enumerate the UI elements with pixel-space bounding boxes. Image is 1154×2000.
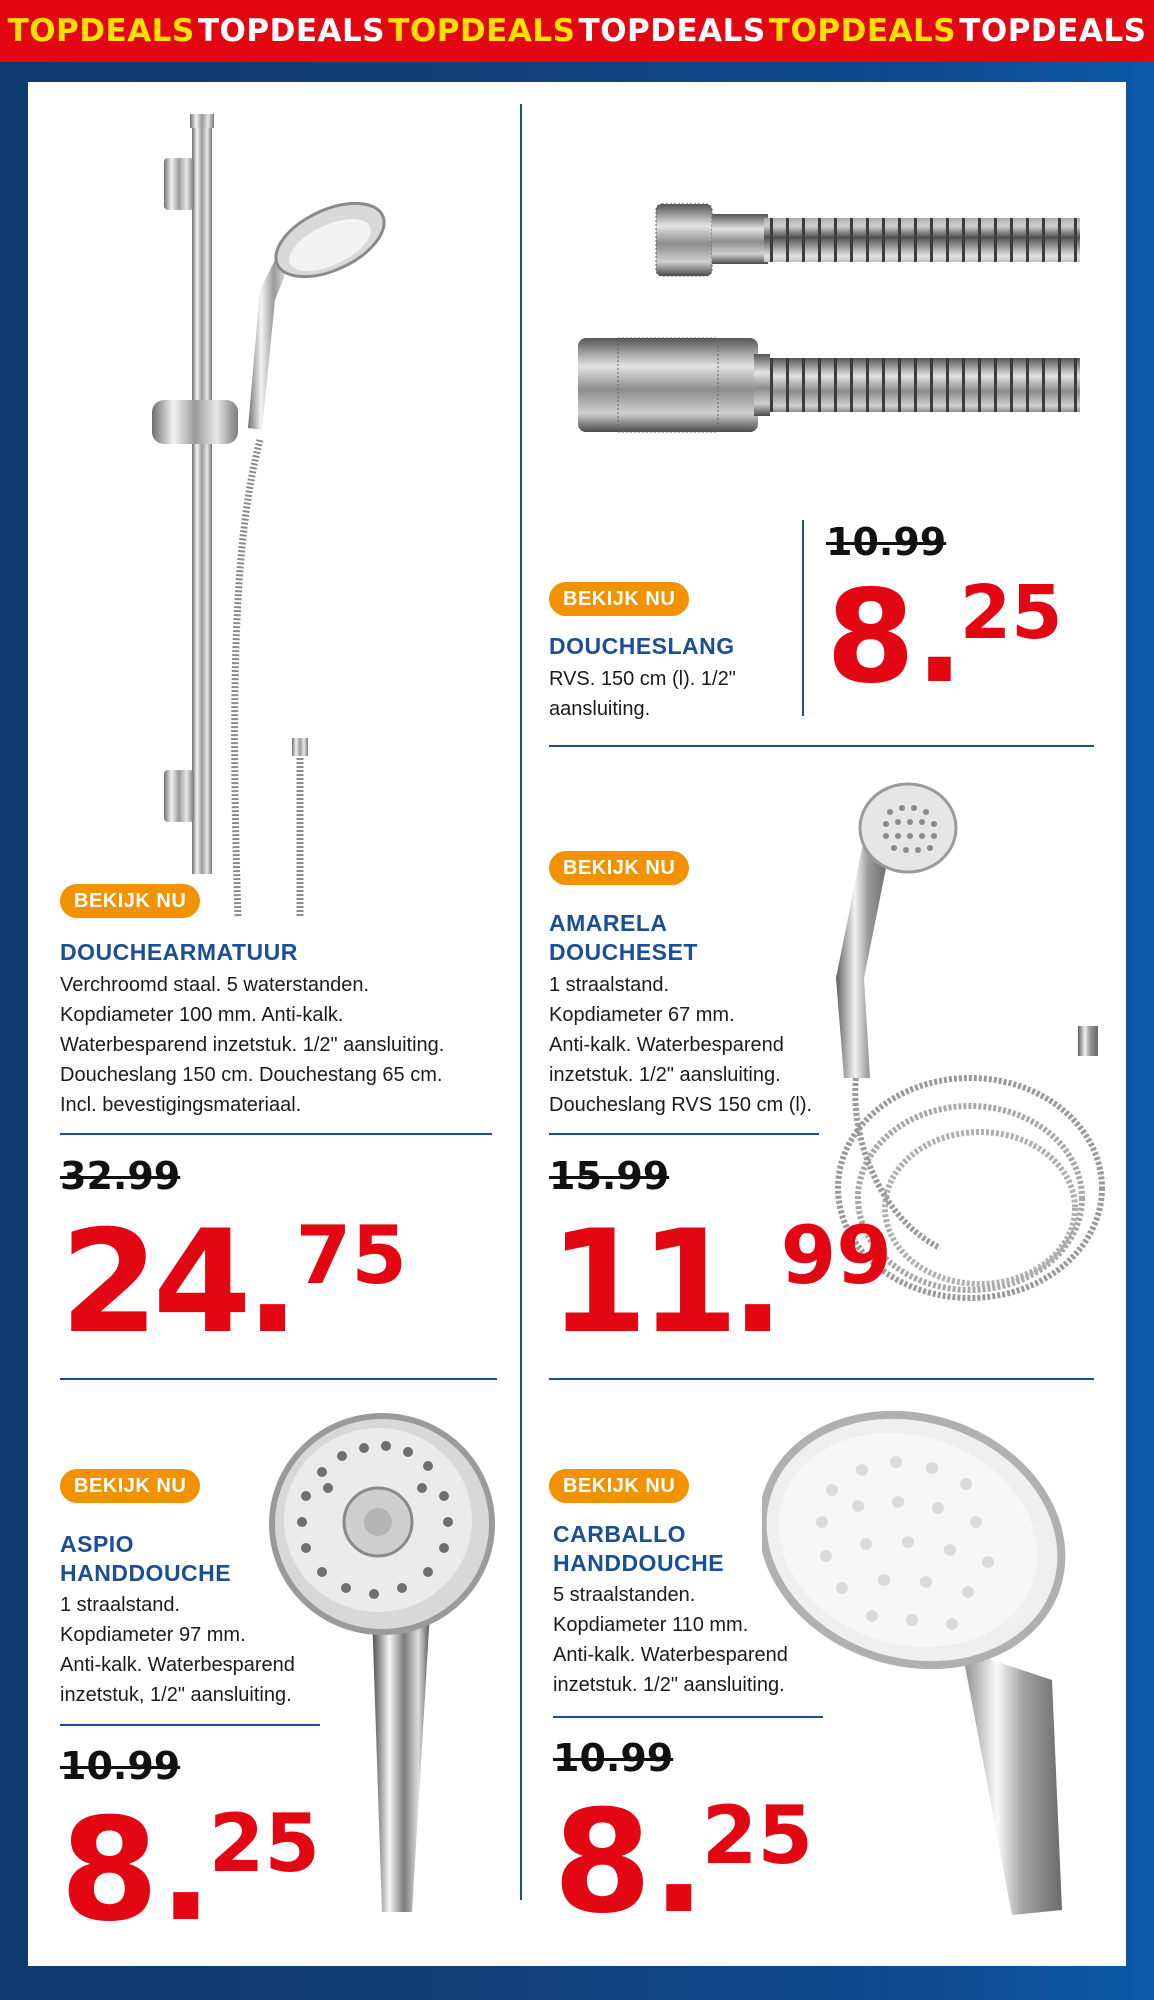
old-price: 32.99 (60, 1154, 181, 1198)
old-price: 15.99 (549, 1154, 670, 1198)
old-price: 10.99 (826, 520, 947, 564)
sale-price: 8.25 (553, 1780, 814, 1945)
old-price: 10.99 (553, 1736, 674, 1780)
section-divider (549, 1378, 1094, 1380)
old-price: 10.99 (60, 1744, 181, 1788)
product-title: CARBALLO HANDDOUCHE (553, 1521, 725, 1576)
banner-text: TOPDEALS (959, 13, 1147, 49)
sale-price: 8.25 (826, 563, 1063, 712)
product-title: ASPIO HANDDOUCHE (60, 1531, 232, 1586)
product-description: Verchroomd staal. 5 waterstanden. Kopdiameter 100 mm. Anti-kalk. Waterbesparend inzetstuk. 1/2" aansluiting. Doucheslang 150 cm. Douchestang 65 cm. Incl. bevestigingsmateriaal. (60, 974, 445, 1116)
product-description: RVS. 150 cm (l). 1/2" aansluiting. (549, 668, 736, 720)
product-description: 1 straalstand. Kopdiameter 67 mm. Anti-kalk. Waterbesparend inzetstuk. 1/2" aansluiting. Doucheslang RVS 150 cm (l). (549, 974, 813, 1116)
product-description: 1 straalstand. Kopdiameter 97 mm. Anti-kalk. Waterbesparend inzetstuk, 1/2" aansluiting. (60, 1594, 295, 1706)
sale-price: 24.75 (60, 1200, 407, 1365)
sale-price: 8.25 (60, 1788, 321, 1953)
product-title: DOUCHEARMATUUR (60, 939, 298, 965)
product-title: AMARELA DOUCHESET (549, 910, 698, 965)
topdeals-banner (0, 0, 1154, 62)
bekijk-nu-button[interactable]: BEKIJK NU (60, 1469, 200, 1503)
bekijk-nu-button[interactable]: BEKIJK NU (549, 1469, 689, 1503)
bekijk-nu-button[interactable]: BEKIJK NU (60, 884, 200, 918)
section-divider (60, 1724, 320, 1726)
section-divider (60, 1133, 492, 1135)
banner-text: TOPDEALS (388, 13, 576, 49)
column-divider (520, 104, 522, 1900)
bekijk-nu-button[interactable]: BEKIJK NU (549, 582, 689, 616)
banner-text: TOPDEALS (768, 13, 957, 49)
sale-price: 11.99 (549, 1200, 892, 1365)
banner-text: TOPDEALS (578, 13, 766, 49)
section-divider (549, 745, 1094, 747)
section-divider (553, 1716, 823, 1718)
banner-text: TOPDEALS (197, 13, 386, 49)
bekijk-nu-button[interactable]: BEKIJK NU (549, 851, 689, 885)
price-divider (802, 520, 804, 716)
section-divider (549, 1133, 819, 1135)
product-description: 5 straalstanden. Kopdiameter 110 mm. Anti-kalk. Waterbesparend inzetstuk. 1/2" aansluiting. (553, 1584, 788, 1696)
banner-text: TOPDEALS (7, 13, 195, 49)
product-title: DOUCHESLANG (549, 633, 735, 659)
section-divider (60, 1378, 497, 1380)
shower-rail-set-image (140, 110, 420, 925)
shower-hose-image (578, 178, 1098, 458)
